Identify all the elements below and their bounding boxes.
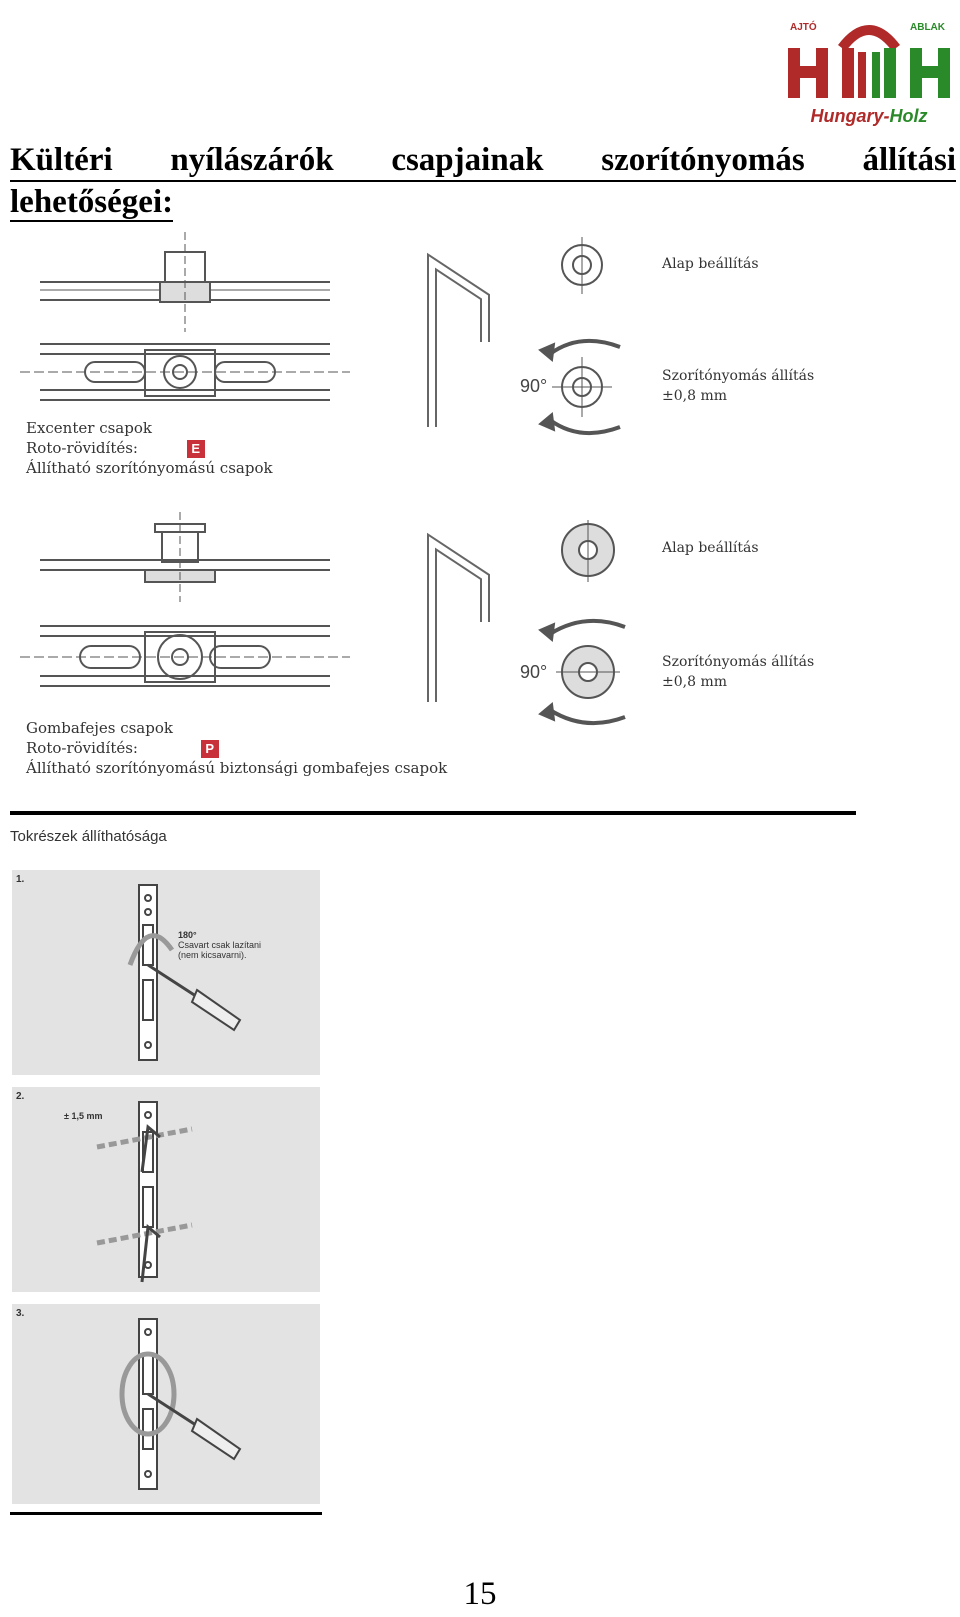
section-divider: [10, 1512, 322, 1515]
adjust-range-label: ±0,8 mm: [662, 388, 727, 404]
title-line-1: [10, 140, 956, 182]
strike-plate-allen-key-drawing: [12, 1087, 320, 1292]
angle-label: 90°: [520, 376, 548, 396]
mushroom-pin-drawing: [20, 512, 840, 732]
angle-label: 90°: [520, 662, 548, 682]
title-word: állítási: [862, 142, 956, 178]
logo-word-right: ABLAK: [910, 22, 945, 33]
adjust-label: Szorítónyomás állítás: [662, 368, 815, 384]
panel-note: ± 1,5 mm: [64, 1111, 103, 1121]
code-badge: P: [201, 740, 219, 758]
panel-note: 180° Csavart csak lazítani (nem kicsavarni).: [178, 930, 262, 960]
panel-number: 3.: [16, 1308, 25, 1319]
adjustment-panel-3: [12, 1304, 320, 1504]
company-logo: [784, 8, 954, 130]
adjust-range-label: ±0,8 mm: [662, 674, 727, 690]
adjustment-panel-2: [12, 1087, 320, 1292]
logo-brand: Hungary-Holz: [810, 106, 928, 126]
strike-plate-rotation-drawing: [12, 1304, 320, 1504]
title-word: szorítónyomás: [601, 142, 805, 178]
section-title: Tokrészek állíthatósága: [10, 828, 167, 845]
adjustment-panel-1: [12, 870, 320, 1075]
section-divider: [10, 811, 856, 815]
eccentric-caption: Excenter csapok Roto-rövidítés: E Állítható szorítónyomású csapok: [26, 419, 273, 477]
strike-plate-screwdriver-drawing: [12, 870, 320, 1075]
logo-mark: [784, 8, 954, 112]
title-word: nyílászárók: [170, 142, 334, 178]
code-badge: E: [187, 440, 205, 458]
page-number: 15: [463, 1576, 497, 1612]
panel-number: 1.: [16, 874, 25, 885]
logo-word-left: AJTÓ: [790, 22, 817, 33]
title-line-2: lehetőségei:: [10, 184, 174, 220]
title-word: Kültéri: [10, 142, 113, 178]
mushroom-caption: Gombafejes csapok Roto-rövidítés: P Állítható szorítónyomású biztonsági gombafejes csapok: [26, 719, 448, 777]
title-word: csapjainak: [391, 142, 544, 178]
panel-number: 2.: [16, 1091, 25, 1102]
page-title: [10, 140, 956, 222]
mushroom-pin-diagram: [20, 512, 840, 732]
adjust-label: Szorítónyomás állítás: [662, 654, 815, 670]
basic-setting-label: Alap beállítás: [662, 540, 759, 556]
basic-setting-label: Alap beállítás: [662, 256, 759, 272]
